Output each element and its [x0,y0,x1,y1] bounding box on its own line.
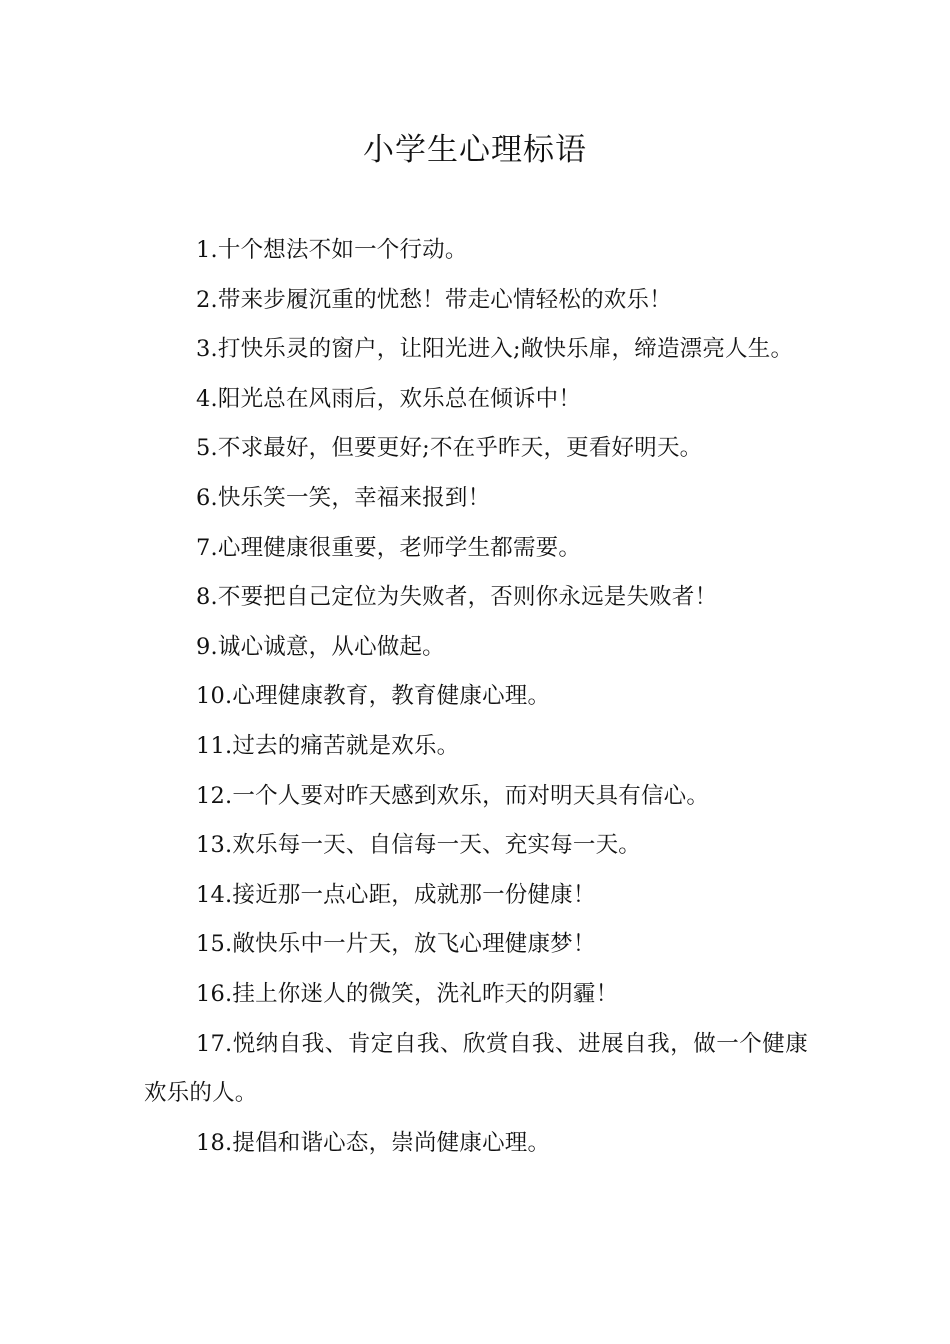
slogan-item-13: 13.欢乐每一天、自信每一天、充实每一天。 [196,832,641,859]
slogan-item-7: 7.心理健康很重要，老师学生都需要。 [196,534,582,561]
slogan-item-12: 12.一个人要对昨天感到欢乐，而对明天具有信心。 [196,782,710,809]
slogan-item-14: 14.接近那一点心距，成就那一份健康！ [196,881,596,908]
slogan-item-9: 9.诚心诚意，从心做起。 [196,633,445,660]
slogan-item-8: 8.不要把自己定位为失败者，否则你永远是失败者！ [196,584,718,611]
slogan-item-5: 5.不求最好，但要更好;不在乎昨天，更看好明天。 [196,435,703,462]
slogan-item-1: 1.十个想法不如一个行动。 [196,237,468,263]
slogan-item-15: 15.敞快乐中一片天，放飞心理健康梦！ [196,931,596,958]
slogan-item-2: 2.带来步履沉重的忧愁！带走心情轻松的欢乐！ [196,286,672,313]
slogan-item-11: 11.过去的痛苦就是欢乐。 [196,732,460,759]
slogan-item-6: 6.快乐笑一笑，幸福来报到！ [196,484,491,511]
slogan-item-16: 16.挂上你迷人的微笑，洗礼昨天的阴霾！ [196,980,619,1007]
document-title: 小学生心理标语 [363,132,587,168]
slogan-item-10: 10.心理健康教育，教育健康心理。 [196,683,551,710]
slogan-item-3: 3.打快乐灵的窗户，让阳光进入;敞快乐扉，缔造漂亮人生。 [196,336,794,363]
slogan-item-4: 4.阳光总在风雨后，欢乐总在倾诉中！ [196,385,582,412]
slogan-item-18: 18.提倡和谐心态，崇尚健康心理。 [196,1129,551,1156]
slogan-list [144,226,808,1168]
slogan-item-17: 17.悦纳自我、肯定自我、欣赏自我、进展自我，做一个健康欢乐的人。 [144,1030,808,1107]
